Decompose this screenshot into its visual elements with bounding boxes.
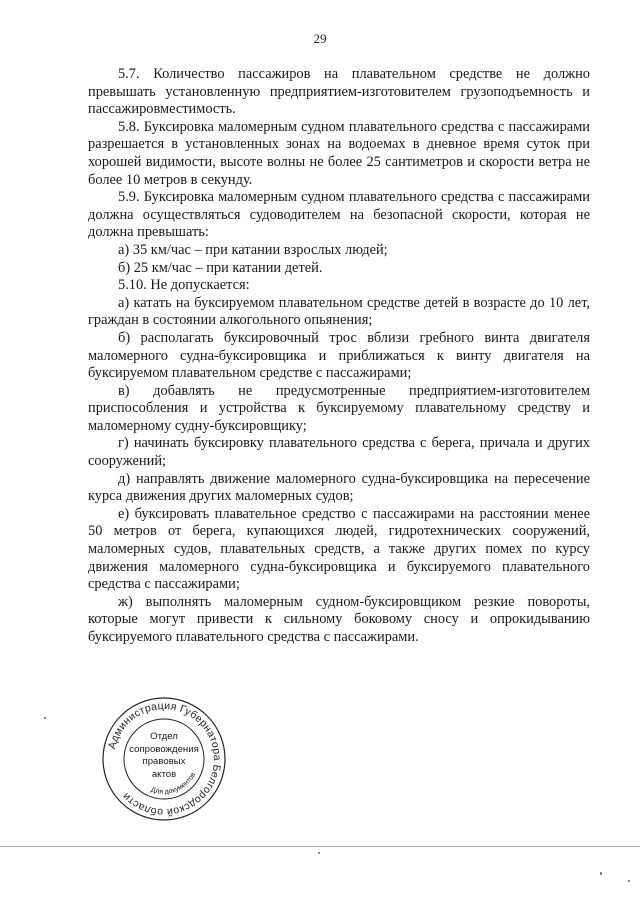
stamp-line: сопровождения	[129, 743, 199, 755]
stamp-ring-text: Администрация Губернатора Белгородской области	[106, 699, 224, 819]
list-item-5-10-b: б) располагать буксировочный трос вблизи гребного винта двигателя маломерного судна-буксировщика и приближаться к винту двигателя на буксируемом плавательном средстве с пассажирами;	[88, 329, 590, 382]
list-item-5-10-v: в) добавлять не предусмотренные предприятием-изготовителем приспособления и устройства к буксируемому плавательному средству и маломерному судну-буксировщику;	[88, 382, 590, 434]
document-body	[88, 66, 590, 647]
list-item-5-10-zh: ж) выполнять маломерным судном-буксировщиком резкие повороты, которые могут привести к сильному боковому сносу и опрокидыванию буксируемого плавательного средства с пассажирами.	[88, 593, 590, 645]
scan-edge-line	[0, 846, 640, 847]
list-item-5-9-a: а) 35 км/час – при катании взрослых людей;	[118, 241, 388, 258]
list-item-5-10-d: д) направлять движение маломерного судна-буксировщика на пересечение курса движения других маломерных судов;	[88, 470, 590, 505]
paragraph-5-10: 5.10. Не допускается:	[118, 277, 250, 294]
scan-speck	[628, 880, 630, 882]
stamp-line: правовых	[142, 756, 186, 767]
list-item-5-10-a: а) катать на буксируемом плавательном средстве детей в возрасте до 10 лет, граждан в состоянии алкогольного опьянения;	[88, 294, 590, 329]
list-item-5-10-e: е) буксировать плавательное средство с пассажирами на расстоянии менее 50 метров от берега, купающихся людей, гидротехнических сооружений, маломерных судов, плавательных средств, а также других помех по курсу движения маломерного судна-буксировщика и буксируемого плавательного средства с пассажирами;	[88, 505, 590, 593]
paragraph-5-8: 5.8. Буксировка маломерным судном плавательного средства с пассажирами разрешается в установленных зонах на водоемах в дневное время суток при хорошей видимости, высоте волны не более 25 сантиметров и скорости ветра не более 10 метров в секунду.	[88, 118, 590, 188]
stamp-line: актов	[151, 768, 177, 780]
paragraph-5-9: 5.9. Буксировка маломерным судном плавательного средства с пассажирами должна осуществляться судоводителем на безопасной скорости, которая не должна превышать:	[88, 189, 590, 241]
scan-speck	[600, 872, 602, 875]
scan-speck	[44, 717, 46, 719]
list-item-5-10-g: г) начинать буксировку плавательного средства с берега, причала и других сооружений;	[88, 435, 590, 470]
paragraph-5-7: 5.7. Количество пассажиров на плавательном средстве не должно превышать установленную предприятием-изготовителем грузоподъемность и пассажировместимость.	[88, 66, 590, 118]
stamp-line: Отдел	[150, 731, 178, 742]
stamp-inner-text: Для документов	[149, 771, 198, 796]
scan-speck	[318, 852, 320, 854]
stamp-center-text	[101, 731, 227, 781]
page-number: 29	[313, 31, 327, 46]
list-item-5-9-b: б) 25 км/час – при катании детей.	[118, 259, 323, 276]
